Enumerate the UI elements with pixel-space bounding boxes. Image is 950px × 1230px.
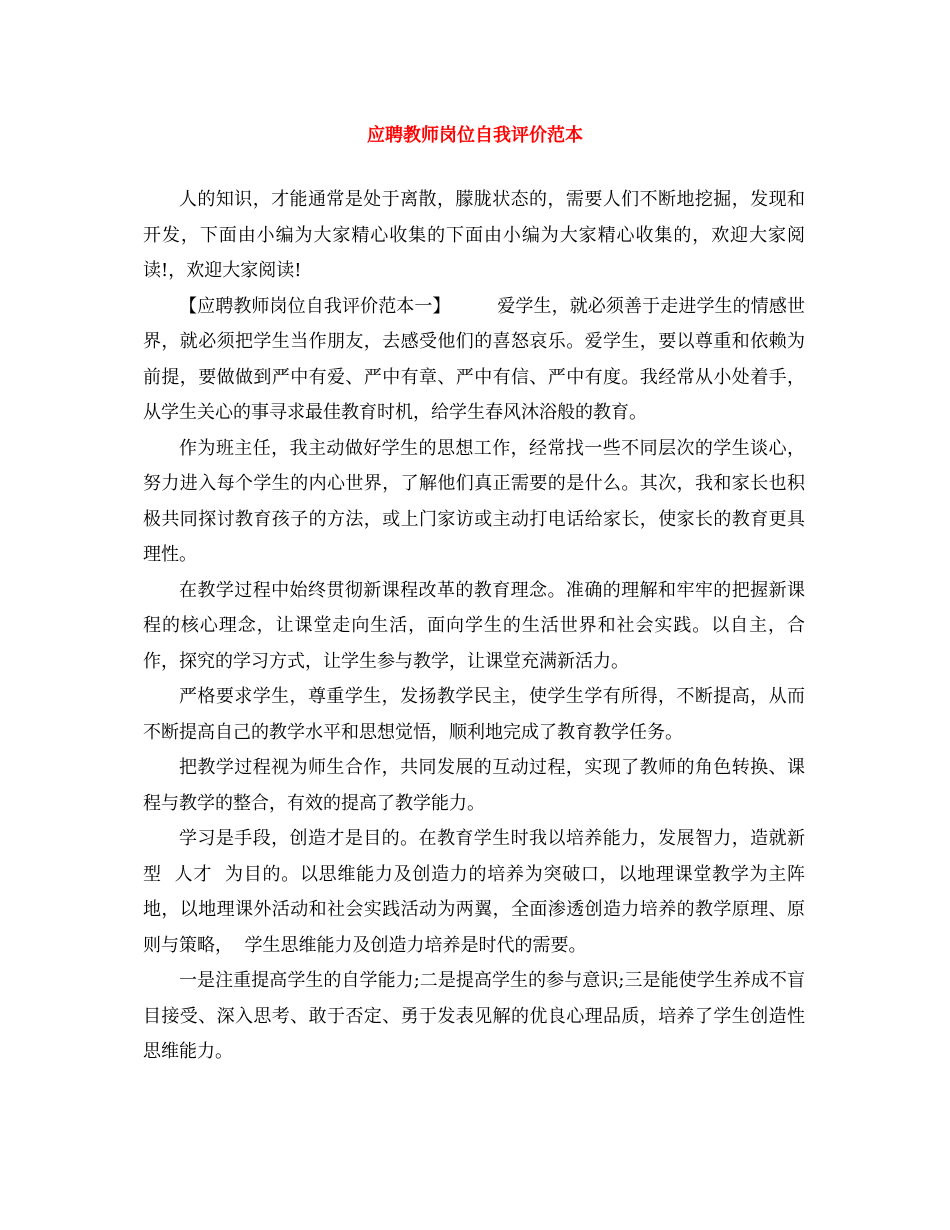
paragraph-intro: 人的知识，才能通常是处于离散，朦胧状态的，需要人们不断地挖掘，发现和开发，下面由小编为大家精心收集的下面由小编为大家精心收集的，欢迎大家阅读!，欢迎大家阅读! xyxy=(143,189,805,281)
paragraph-teaching-process: 在教学过程中始终贯彻新课程改革的教育理念。准确的理解和牢牢的把握新课程的核心理念，让课堂走向生活，面向学生的生活世界和社会实践。以自主，合作，探究的学习方式，让学生参与教学，让课堂充满新活力。 xyxy=(143,579,805,672)
paragraph-sample-one: 【应聘教师岗位自我评价范本一】 爱学生，就必须善于走进学生的情感世界，就必须把学生当作朋友，去感受他们的喜怒哀乐。爱学生，要以尊重和依赖为前提，要做做到严中有爱、严中有章、严中有信、严中有度。我经常从小处着手，从学生关心的事寻求最佳教育时机，给学生春风沐浴般的教育。 xyxy=(143,295,805,423)
paragraph-abilities: 一是注重提高学生的自学能力;二是提高学生的参与意识;三是能使学生养成不盲目接受、深入思考、敢于否定、勇于发表见解的优良心理品质，培养了学生创造性思维能力。 xyxy=(143,970,805,1062)
paragraph-strict-requirements: 严格要求学生，尊重学生，发扬教学民主，使学生学有所得，不断提高，从而不断提高自己的教学水平和思想觉悟，顺利地完成了教育教学任务。 xyxy=(143,686,805,743)
paragraph-cooperation: 把教学过程视为师生合作，共同发展的互动过程，实现了教师的角色转换、课程与教学的整合，有效的提高了教学能力。 xyxy=(143,757,805,814)
paragraph-class-teacher: 作为班主任，我主动做好学生的思想工作，经常找一些不同层次的学生谈心，努力进入每个学生的内心世界，了解他们真正需要的是什么。其次，我和家长也积极共同探讨教育孩子的方法，或上门家访或主动打电话给家长，使家长的教育更具理性。 xyxy=(143,437,805,565)
document-title: 应聘教师岗位自我评价范本 xyxy=(367,125,583,146)
paragraph-creativity: 学习是手段，创造才是目的。在教育学生时我以培养能力，发展智力，造就新型 人才 为目的。以思维能力及创造力的培养为突破口，以地理课堂教学为主阵地，以地理课外活动和社会实践活动为两翼，全面渗透创造力培养的教学原理、原则与策略， 学生思维能力及创造力培养是时代的需要。 xyxy=(143,828,805,956)
document-body xyxy=(143,182,805,1070)
